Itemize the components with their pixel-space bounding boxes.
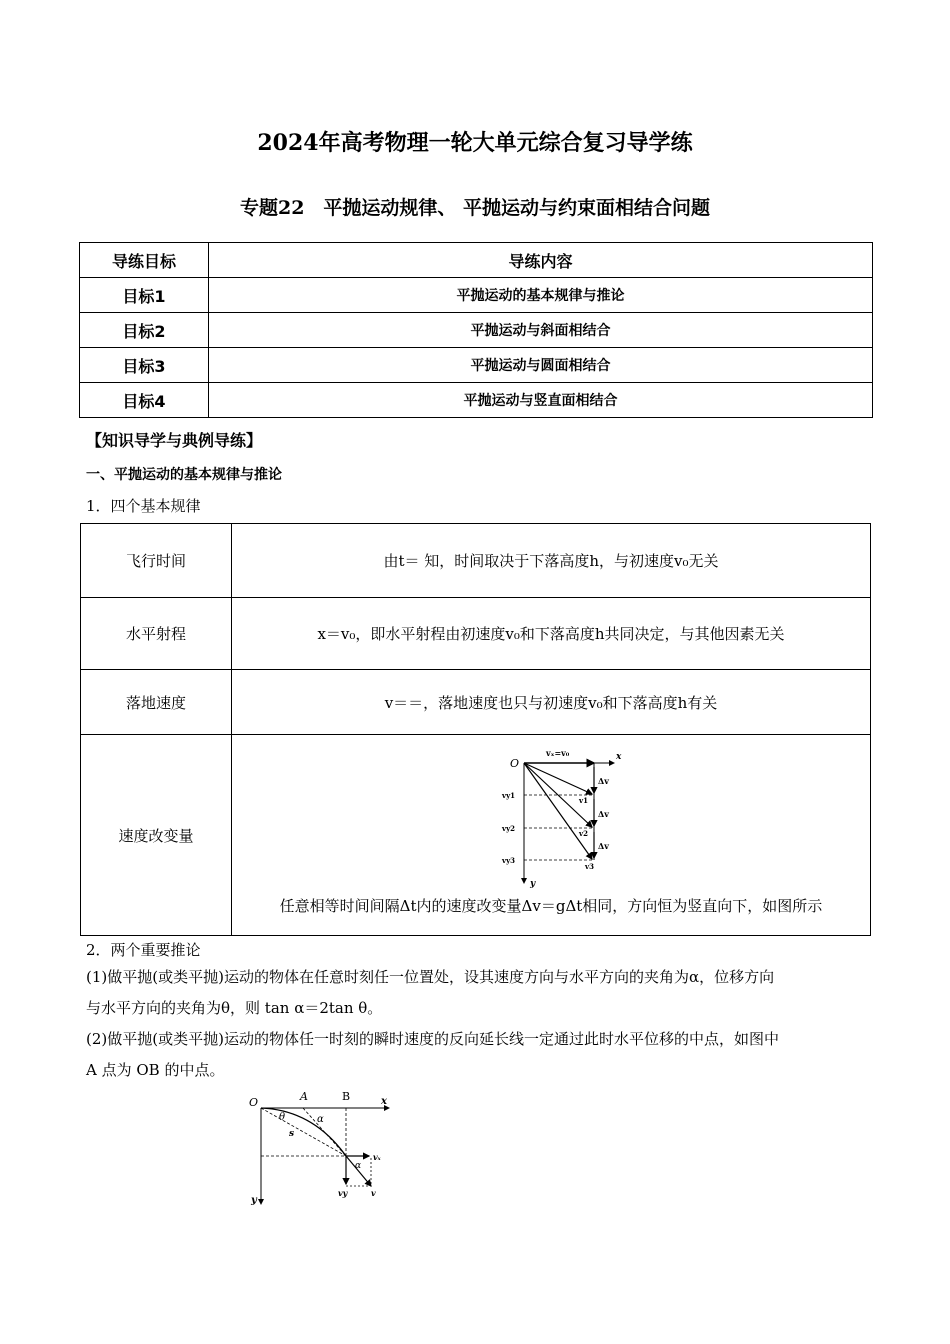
rule-key: 飞行时间 [81, 524, 232, 598]
vx-label: vₓ=v₀ [546, 748, 570, 758]
content-cell: 平抛运动与斜面相结合 [209, 313, 873, 348]
y-axis-label: y [530, 879, 536, 889]
table-row [80, 278, 873, 313]
table-row [81, 598, 871, 670]
rule-key: 速度改变量 [81, 735, 232, 936]
rule-value: x＝v₀，即水平射程由初速度v₀和下落高度h共同决定，与其他因素无关 [232, 598, 871, 670]
rule-value: 由t＝ 知，时间取决于下落高度h，与初速度v₀无关 [232, 524, 871, 598]
table-row [81, 670, 871, 735]
section-heading: 【知识导学与典例导练】 [86, 431, 263, 450]
rule-value: v＝＝，落地速度也只与初速度v₀和下落高度h有关 [232, 670, 871, 735]
rule-value-diagram-cell [232, 735, 871, 936]
inference-two-line-2: A 点为 OB 的中点。 [86, 1061, 225, 1079]
inference-two [86, 1024, 876, 1086]
main-title: 2024年高考物理一轮大单元综合复习导学练 [257, 130, 693, 156]
displacement-line [261, 1108, 346, 1156]
x-axis-label: x [381, 1096, 387, 1107]
vy3-label: vy3 [502, 856, 516, 865]
v3-arrow [524, 763, 592, 859]
v2-label: v2 [579, 829, 588, 838]
table-header-row [80, 243, 873, 278]
inference-one [86, 962, 876, 1024]
point-b-label: B [342, 1090, 351, 1103]
velocity-extension-line [303, 1108, 346, 1156]
dv-label: Δv [598, 809, 609, 819]
vx-label: vₓ [373, 1152, 381, 1162]
point-a-label: A [300, 1090, 308, 1103]
goal-cell: 目标2 [80, 313, 209, 348]
table-row [80, 313, 873, 348]
s-label: s [289, 1129, 295, 1139]
rules-table [80, 523, 871, 936]
v-label: v [371, 1188, 376, 1198]
goal-cell: 目标3 [80, 348, 209, 383]
alpha-label-2: α [355, 1161, 362, 1171]
table-row [81, 735, 871, 936]
vy-label: vy [338, 1188, 348, 1198]
content-cell: 平抛运动与竖直面相结合 [209, 383, 873, 418]
subtitle: 专题22 平抛运动规律、 平抛运动与约束面相结合问题 [239, 197, 711, 219]
content-cell: 平抛运动与圆面相结合 [209, 348, 873, 383]
v1-label: v1 [579, 796, 588, 805]
origin-label: O [249, 1096, 259, 1109]
origin-label: O [510, 757, 520, 770]
inference-one-line-1: (1)做平抛(或类平抛)运动的物体在任意时刻任一位置处，设其速度方向与水平方向的夹角为α，位移方向 [86, 968, 775, 986]
vy1-label: vy1 [502, 791, 516, 800]
inference-two-line-1: (2)做平抛(或类平抛)运动的物体任一时刻的瞬时速度的反向延长线一定通过此时水平位移的中点，如图中 [86, 1030, 779, 1048]
rule-value: 任意相等时间间隔Δt内的速度改变量Δv＝gΔt相同，方向恒为竖直向下，如图所示 [279, 897, 823, 915]
rule-key: 落地速度 [81, 670, 232, 735]
goals-table [79, 242, 873, 418]
theta-label: θ [279, 1112, 286, 1123]
sub-heading-one: 1．四个基本规律 [86, 497, 201, 515]
dv-label: Δv [598, 776, 609, 786]
inference-one-line-2: 与水平方向的夹角为θ，则 tan α＝2tan θ。 [86, 999, 383, 1017]
header-goal: 导练目标 [80, 243, 209, 278]
rule-key: 水平射程 [81, 598, 232, 670]
goal-cell: 目标1 [80, 278, 209, 313]
table-row [80, 383, 873, 418]
sub-heading-two: 2．两个重要推论 [86, 941, 201, 959]
section-one-heading: 一、平抛运动的基本规律与推论 [86, 467, 282, 483]
y-axis-label: y [251, 1195, 257, 1206]
velocity-change-diagram [496, 743, 646, 893]
header-content: 导练内容 [209, 243, 873, 278]
dv-label: Δv [598, 841, 609, 851]
table-row [81, 524, 871, 598]
goal-cell: 目标4 [80, 383, 209, 418]
x-axis-label: x [616, 752, 622, 762]
v3-label: v3 [585, 862, 594, 871]
content-cell: 平抛运动的基本规律与推论 [209, 278, 873, 313]
v1-arrow [524, 763, 592, 794]
alpha-label: α [317, 1114, 324, 1125]
vy2-label: vy2 [502, 824, 516, 833]
projectile-inference-diagram [243, 1088, 393, 1208]
table-row [80, 348, 873, 383]
